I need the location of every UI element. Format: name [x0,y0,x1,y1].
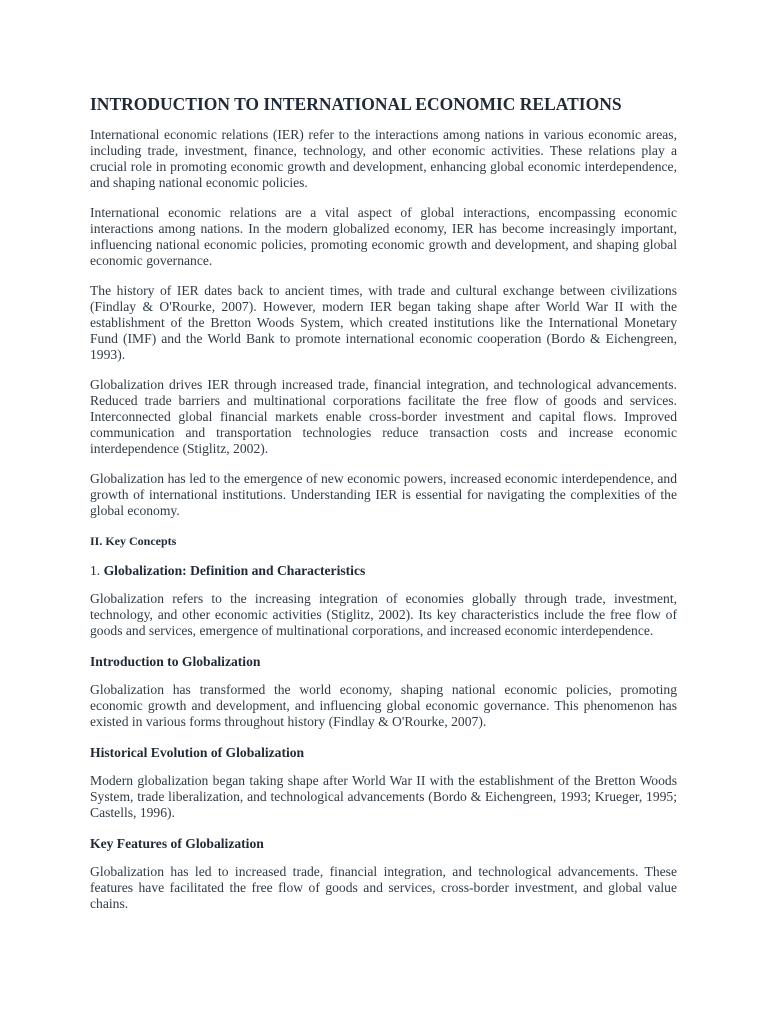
intro-paragraph-2: International economic relations are a vital aspect of global interactions, encompassing economic interactions among nations. In the modern globalized economy, IER has become increasingly important, influencing national economic policies, promoting economic growth and development, and shaping global economic governance. [90,205,677,268]
topic-paragraph-historical-evolution: Modern globalization began taking shape after World War II with the establishment of the Bretton Woods System, trade liberalization, and technological advancements (Bordo & Eichengreen, 1993; Krueger, 1995; Castells, 1996). [90,773,677,820]
section-heading-key-concepts: II. Key Concepts [90,534,177,548]
topic-heading-historical-evolution: Historical Evolution of Globalization [90,745,305,760]
document-page [90,93,677,926]
intro-paragraph-3: The history of IER dates back to ancient times, with trade and cultural exchange between civilizations (Findlay & O'Rourke, 2007). However, modern IER began taking shape after World War II with the establishment of the Bretton Woods System, which created institutions like the International Monetary Fund (IMF) and the World Bank to promote international economic cooperation (Bordo & Eichengreen, 1993). [90,283,677,362]
subsection-number: 1. [90,563,101,578]
topic-paragraph-key-features: Globalization has led to increased trade, financial integration, and technological advancements. These features have facilitated the free flow of goods and services, cross-border investment, and global value chains. [90,864,677,911]
intro-paragraph-1: International economic relations (IER) refer to the interactions among nations in various economic areas, including trade, investment, finance, technology, and other economic activities. These relations play a crucial role in promoting economic growth and development, enhancing global economic interdependence, and shaping national economic policies. [90,127,677,190]
subsection-title: Globalization: Definition and Characteristics [103,563,366,578]
topic-heading-key-features: Key Features of Globalization [90,836,264,851]
intro-paragraph-4: Globalization drives IER through increased trade, financial integration, and technological advancements. Reduced trade barriers and multinational corporations facilitate the free flow of goods and services. Interconnected global financial markets enable cross-border investment and capital flows. Improved communication and transportation technologies reduce transaction costs and increase economic interdependence (Stiglitz, 2002). [90,377,677,456]
subsection-paragraph: Globalization refers to the increasing integration of economies globally through trade, investment, technology, and other economic activities (Stiglitz, 2002). Its key characteristics include the free flow of goods and services, emergence of multinational corporations, and increased economic interdependence. [90,591,677,638]
topic-paragraph-introduction: Globalization has transformed the world economy, shaping national economic policies, promoting economic growth and development, and influencing global economic governance. This phenomenon has existed in various forms throughout history (Findlay & O'Rourke, 2007). [90,682,677,729]
page-title: INTRODUCTION TO INTERNATIONAL ECONOMIC RELATIONS [90,94,622,114]
subsection-heading-globalization [90,562,677,579]
topic-heading-introduction: Introduction to Globalization [90,654,261,669]
intro-paragraph-5: Globalization has led to the emergence of new economic powers, increased economic interdependence, and growth of international institutions. Understanding IER is essential for navigating the complexities of the global economy. [90,471,677,518]
